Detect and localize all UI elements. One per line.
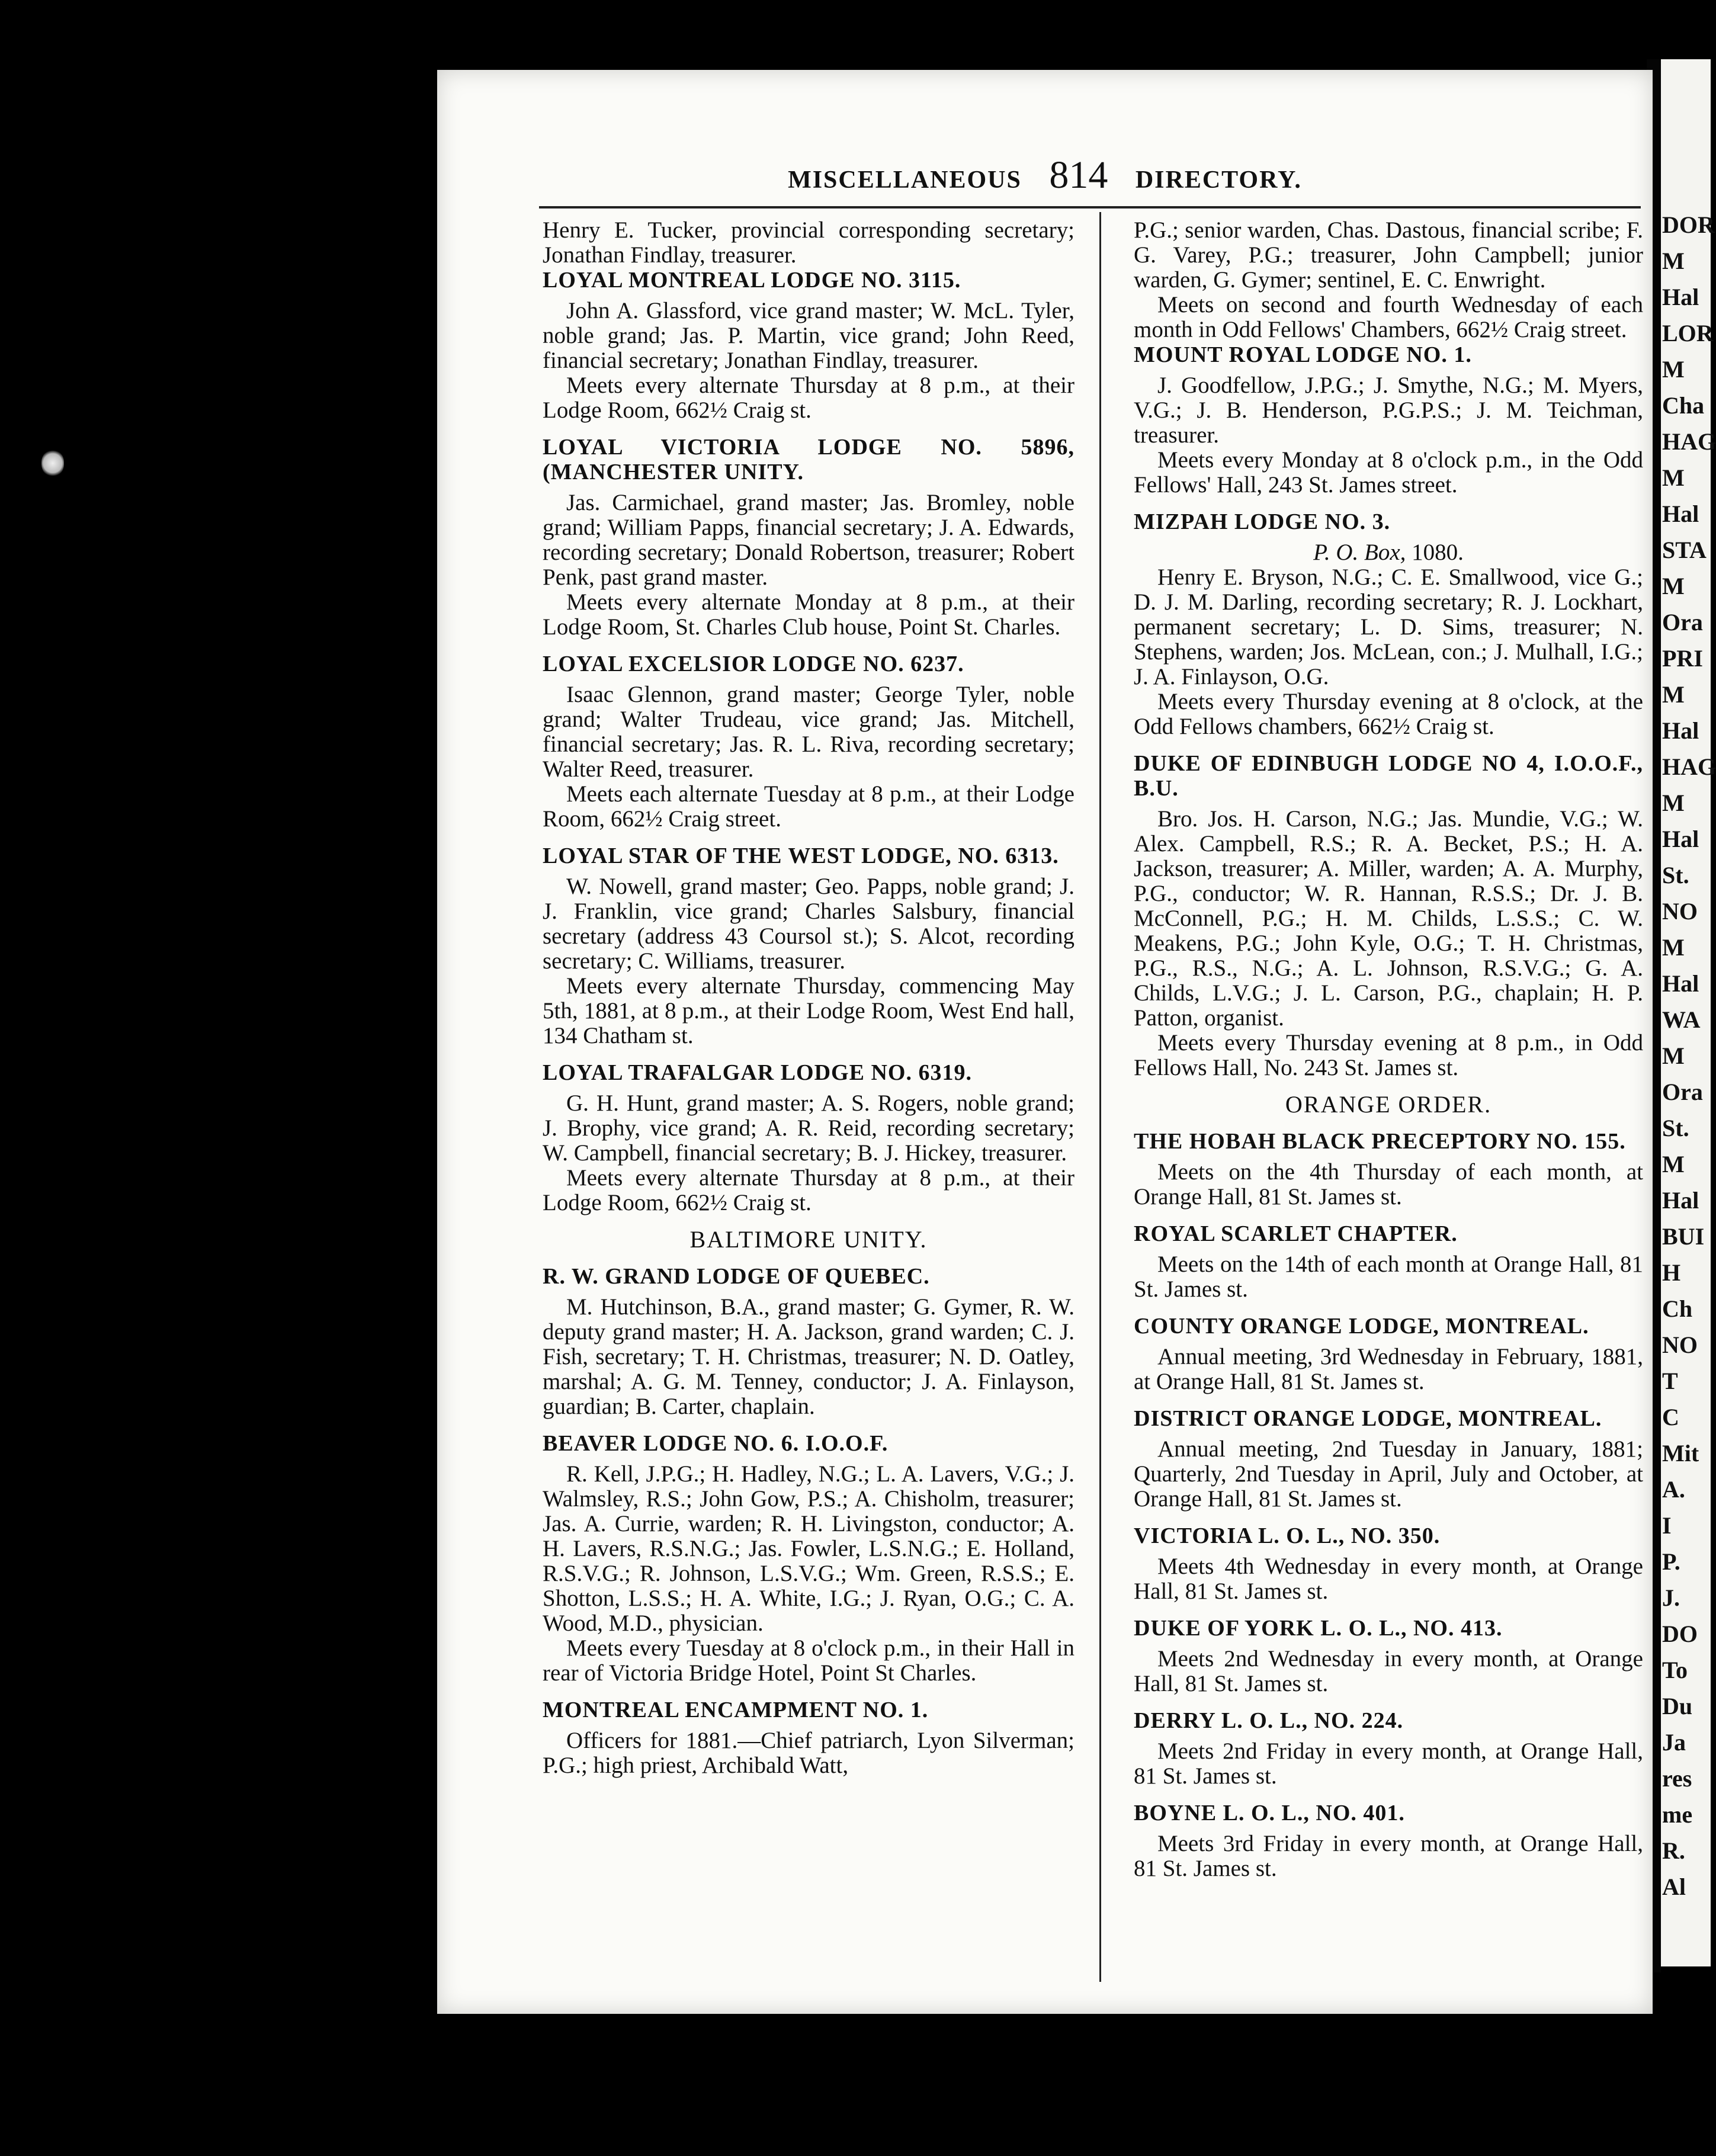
edge-fragment: M — [1662, 573, 1685, 599]
edge-fragment: Ja — [1662, 1729, 1686, 1756]
lodge-title: DERRY L. O. L., NO. 224. — [1134, 1708, 1404, 1733]
meeting-text: Meets every alternate Thursday at 8 p.m., at their Lodge Room, 662½ Craig st. — [543, 1165, 1074, 1215]
edge-fragment: I — [1662, 1512, 1672, 1539]
edge-fragment: M — [1662, 681, 1685, 708]
edge-fragment: R. — [1662, 1837, 1685, 1864]
continued-text: P.G.; senior warden, Chas. Dastous, financial scribe; F. G. Varey, P.G.; treasurer, John Campbell; junior warden, G. Gymer; sentinel, E. C. Enwright. — [1134, 217, 1643, 293]
right-column — [1134, 218, 1643, 1893]
officers-text: Isaac Glennon, grand master; George Tyler, noble grand; Walter Trudeau, vice grand; Jas. Mitchell, financial secretary; Jas. R. L. Riva, recording secretary; Walter Reed, treasurer. — [543, 682, 1074, 782]
edge-fragment: Ora — [1662, 1079, 1703, 1105]
edge-fragment: M — [1662, 464, 1685, 491]
officers-text: John A. Glassford, vice grand master; W. McL. Tyler, noble grand; Jas. P. Martin, vice grand; John Reed, financial secretary; Jonathan Findlay, treasurer. — [543, 298, 1074, 373]
officers-text: Annual meeting, 2nd Tuesday in January, 1881; Quarterly, 2nd Tuesday in April, July and October, at Orange Hall, 81 St. James st. — [1134, 1436, 1643, 1512]
lodge-title: BOYNE L. O. L., NO. 401. — [1134, 1801, 1405, 1825]
lodge-title: LOYAL EXCELSIOR LODGE NO. 6237. — [543, 652, 964, 676]
edge-fragment: A. — [1662, 1476, 1685, 1503]
edge-fragment: NO — [1662, 1332, 1698, 1358]
lodge-title: ROYAL SCARLET CHAPTER. — [1134, 1221, 1458, 1246]
lodge-entry — [543, 1698, 1074, 1778]
edge-fragment: res — [1662, 1765, 1692, 1792]
edge-fragment: Ora — [1662, 609, 1703, 636]
lodge-entry — [1134, 1221, 1643, 1302]
po-box-number: 1080. — [1412, 540, 1464, 565]
column-divider — [1099, 212, 1101, 1982]
officers-text: Henry E. Bryson, N.G.; C. E. Smallwood, vice G.; D. J. M. Darling, recording secretary; R. J. Lockhart, permanent secretary; L. D. Sims, treasurer; N. Stephens, warden; Jos. McLean, con.; J. Mulhall, I.G.; J. A. Finlayson, O.G. — [1134, 564, 1643, 689]
edge-fragment: Mit — [1662, 1440, 1699, 1467]
edge-fragment: NO — [1662, 898, 1698, 925]
edge-fragment: LOR — [1662, 320, 1714, 346]
lodge-entry — [543, 268, 1074, 423]
officers-text: Meets on the 14th of each month at Orange Hall, 81 St. James st. — [1134, 1252, 1643, 1302]
edge-fragment: Hal — [1662, 970, 1699, 997]
lodge-entry — [1134, 1616, 1643, 1696]
lodge-entry — [543, 652, 1074, 832]
officers-text: Meets 4th Wednesday in every month, at Orange Hall, 81 St. James st. — [1134, 1554, 1643, 1604]
officers-text: J. Goodfellow, J.P.G.; J. Smythe, N.G.; M. Myers, V.G.; J. B. Henderson, P.G.P.S.; J. M. Teichman, treasurer. — [1134, 373, 1643, 448]
right-entries-orange — [1134, 1129, 1643, 1881]
edge-fragment: C — [1662, 1404, 1679, 1430]
edge-fragment: STA — [1662, 537, 1707, 563]
lodge-entry — [1134, 1314, 1643, 1394]
meeting-text: Meets every alternate Thursday at 8 p.m., at their Lodge Room, 662½ Craig st. — [543, 373, 1074, 423]
edge-fragment: Hal — [1662, 1187, 1699, 1214]
edge-fragment: St. — [1662, 1115, 1689, 1141]
officers-text: Jas. Carmichael, grand master; Jas. Bromley, noble grand; William Papps, financial secretary; J. A. Edwards, recording secretary; Donald Robertson, treasurer; Robert Penk, past grand master. — [543, 490, 1074, 590]
running-head-left: MISCELLANEOUS — [788, 166, 1022, 194]
officers-text: Bro. Jos. H. Carson, N.G.; Jas. Mundie, V.G.; W. Alex. Campbell, R.S.; R. A. Becket, P.S.; H. A. Jackson, treasurer; A. Miller, warden; A. A. Murphy, P.G., conductor; W. R. Hannan, R.S.S.; Dr. J. B. McConnell, P.G.; H. M. Childs, L.S.S.; C. W. Meakens, P.G.; John Kyle, O.G.; T. H. Christmas, P.G., R.S., N.G.; A. L. Johnson, R.S.V.G.; G. A. Childs, L.V.G.; J. L. Carson, P.G., chaplain; H. P. Patton, organist. — [1134, 806, 1643, 1031]
lodge-entry — [543, 843, 1074, 1048]
page-number: 814 — [1049, 153, 1108, 197]
officers-text: Annual meeting, 3rd Wednesday in February, 1881, at Orange Hall, 81 St. James st. — [1134, 1344, 1643, 1394]
lodge-entry — [1134, 1523, 1643, 1604]
lodge-title: MIZPAH LODGE NO. 3. — [1134, 509, 1391, 534]
lodge-entry — [1134, 751, 1643, 1080]
edge-fragment: M — [1662, 934, 1685, 961]
lodge-entry — [543, 1264, 1074, 1419]
officers-text: Meets 3rd Friday in every month, at Orange Hall, 81 St. James st. — [1134, 1831, 1643, 1881]
lodge-entry — [543, 1060, 1074, 1215]
edge-fragment: HAG — [1662, 428, 1716, 455]
edge-fragment: T — [1662, 1368, 1678, 1394]
lodge-title: DISTRICT ORANGE LODGE, MONTREAL. — [1134, 1406, 1602, 1431]
edge-fragment: M — [1662, 356, 1685, 383]
officers-text: M. Hutchinson, B.A., grand master; G. Gymer, R. W. deputy grand master; H. A. Jackson, grand warden; C. J. Fish, secretary; T. H. Christmas, treasurer; N. D. Oatley, marshal; A. G. M. Tenney, conductor; J. A. Finlayson, guardian; B. Carter, chaplain. — [543, 1294, 1074, 1419]
lodge-title: BEAVER LODGE NO. 6. I.O.O.F. — [543, 1431, 889, 1456]
officers-text: Meets 2nd Wednesday in every month, at Orange Hall, 81 St. James st. — [1134, 1646, 1643, 1696]
section-heading: ORANGE ORDER. — [1285, 1091, 1492, 1118]
meeting-text: Meets every alternate Monday at 8 p.m., at their Lodge Room, St. Charles Club house, Point St. Charles. — [543, 589, 1074, 640]
lodge-title: COUNTY ORANGE LODGE, MONTREAL. — [1134, 1314, 1589, 1339]
lodge-title: MOUNT ROYAL LODGE NO. 1. — [1134, 342, 1472, 367]
header-rule — [539, 206, 1641, 208]
right-entries — [1134, 342, 1643, 1080]
running-head-right: DIRECTORY. — [1135, 166, 1302, 194]
left-column — [543, 218, 1074, 1790]
lodge-title: MONTREAL ENCAMPMENT NO. 1. — [543, 1698, 929, 1722]
lodge-entry — [1134, 342, 1643, 498]
section-heading: BALTIMORE UNITY. — [689, 1226, 928, 1253]
lodge-title: LOYAL VICTORIA LODGE NO. 5896, (MANCHESTER UNITY. — [543, 435, 1074, 485]
edge-fragment: H — [1662, 1259, 1681, 1286]
edge-fragment: J. — [1662, 1584, 1680, 1611]
film-speck — [41, 450, 64, 476]
next-page-edge — [1659, 59, 1716, 1966]
lodge-title: DUKE OF YORK L. O. L., NO. 413. — [1134, 1616, 1503, 1641]
edge-fragment: BUI — [1662, 1223, 1705, 1250]
edge-fragment: Al — [1662, 1873, 1686, 1900]
edge-fragment: Ch — [1662, 1295, 1693, 1322]
officers-text: Officers for 1881.—Chief patriarch, Lyon Silverman; P.G.; high priest, Archibald Watt, — [543, 1728, 1074, 1778]
edge-fragment: P. — [1662, 1548, 1680, 1575]
lodge-title: LOYAL TRAFALGAR LODGE NO. 6319. — [543, 1060, 972, 1085]
po-box — [1134, 540, 1643, 565]
edge-fragment: Cha — [1662, 392, 1705, 419]
officers-text: Meets 2nd Friday in every month, at Orange Hall, 81 St. James st. — [1134, 1738, 1643, 1789]
lodge-title: LOYAL MONTREAL LODGE NO. 3115. — [543, 268, 961, 293]
meeting-text: Meets every Monday at 8 o'clock p.m., in the Odd Fellows' Hall, 243 St. James street. — [1134, 447, 1643, 498]
running-head — [437, 153, 1653, 198]
edge-fragment: me — [1662, 1801, 1693, 1828]
edge-fragment: M — [1662, 1042, 1685, 1069]
meeting-text: Meets every Thursday evening at 8 o'clock, at the Odd Fellows chambers, 662½ Craig st. — [1134, 689, 1643, 739]
lodge-title: THE HOBAH BLACK PRECEPTORY NO. 155. — [1134, 1129, 1626, 1154]
lodge-title: LOYAL STAR OF THE WEST LODGE, NO. 6313. — [543, 843, 1059, 868]
edge-fragment: Du — [1662, 1693, 1693, 1719]
left-entries — [543, 268, 1074, 1215]
officers-text: R. Kell, J.P.G.; H. Hadley, N.G.; L. A. Lavers, V.G.; J. Walmsley, R.S.; John Gow, P.S.; A. Chisholm, treasurer; Jas. A. Currie, warden; R. H. Livingston, conductor; A. H. Lavers, R.S.N.G.; Jas. Fowler, L.S.N.G.; E. Holland, R.S.V.G.; R. Johnson, L.S.V.G.; Wm. Green, R.S.S.; E. Shotton, L.S.S.; H. A. White, I.G.; J. Ryan, O.G.; C. A. Wood, M.D., physician. — [543, 1461, 1074, 1636]
edge-fragment: St. — [1662, 862, 1689, 888]
officers-text: W. Nowell, grand master; Geo. Papps, noble grand; J. J. Franklin, vice grand; Charles Salsbury, financial secretary (address 43 Coursol st.); S. Alcot, recording secretary; C. Williams, treasurer. — [543, 874, 1074, 974]
edge-fragment: M — [1662, 790, 1685, 816]
edge-fragment: To — [1662, 1657, 1688, 1683]
lodge-entry — [1134, 1129, 1643, 1209]
directory-page — [437, 70, 1653, 2014]
edge-fragment: Hal — [1662, 500, 1699, 527]
lodge-title: DUKE OF EDINBUGH LODGE NO 4, I.O.O.F., B.U. — [1134, 751, 1643, 801]
lodge-entry — [1134, 509, 1643, 739]
edge-fragment: WA — [1662, 1006, 1701, 1033]
lodge-entry — [1134, 1406, 1643, 1512]
intro-text: Henry E. Tucker, provincial corresponding secretary; Jonathan Findlay, treasurer. — [543, 217, 1074, 268]
meeting-text: Meets on second and fourth Wednesday of each month in Odd Fellows' Chambers, 662½ Craig street. — [1134, 292, 1643, 342]
lodge-entry — [1134, 1708, 1643, 1789]
edge-fragment: HAG — [1662, 753, 1716, 780]
lodge-title: VICTORIA L. O. L., NO. 350. — [1134, 1523, 1441, 1548]
lodge-title: R. W. GRAND LODGE OF QUEBEC. — [543, 1264, 930, 1289]
meeting-text: Meets every alternate Thursday, commencing May 5th, 1881, at 8 p.m., at their Lodge Room, West End hall, 134 Chatham st. — [543, 973, 1074, 1048]
officers-text: Meets on the 4th Thursday of each month, at Orange Hall, 81 St. James st. — [1134, 1159, 1643, 1209]
officers-text: G. H. Hunt, grand master; A. S. Rogers, noble grand; J. Brophy, vice grand; A. R. Reid, recording secretary; W. Campbell, financial secretary; B. J. Hickey, treasurer. — [543, 1090, 1074, 1166]
edge-fragment: PRI — [1662, 645, 1703, 672]
edge-fragment: Hal — [1662, 284, 1699, 310]
edge-fragment: M — [1662, 248, 1685, 274]
lodge-entry — [1134, 1801, 1643, 1881]
edge-fragment: Hal — [1662, 826, 1699, 852]
meeting-text: Meets every Tuesday at 8 o'clock p.m., in their Hall in rear of Victoria Bridge Hotel, Point St Charles. — [543, 1635, 1074, 1686]
lodge-entry — [543, 1431, 1074, 1686]
left-entries-baltimore — [543, 1264, 1074, 1778]
edge-fragment: DOR — [1662, 211, 1715, 238]
edge-fragment: Hal — [1662, 717, 1699, 744]
meeting-text: Meets each alternate Tuesday at 8 p.m., at their Lodge Room, 662½ Craig street. — [543, 781, 1074, 832]
lodge-entry — [543, 435, 1074, 640]
meeting-text: Meets every Thursday evening at 8 p.m., in Odd Fellows Hall, No. 243 St. James st. — [1134, 1030, 1643, 1080]
edge-fragment: M — [1662, 1151, 1685, 1178]
po-box-label: P. O. Box, — [1313, 540, 1406, 565]
edge-fragment: DO — [1662, 1621, 1698, 1647]
